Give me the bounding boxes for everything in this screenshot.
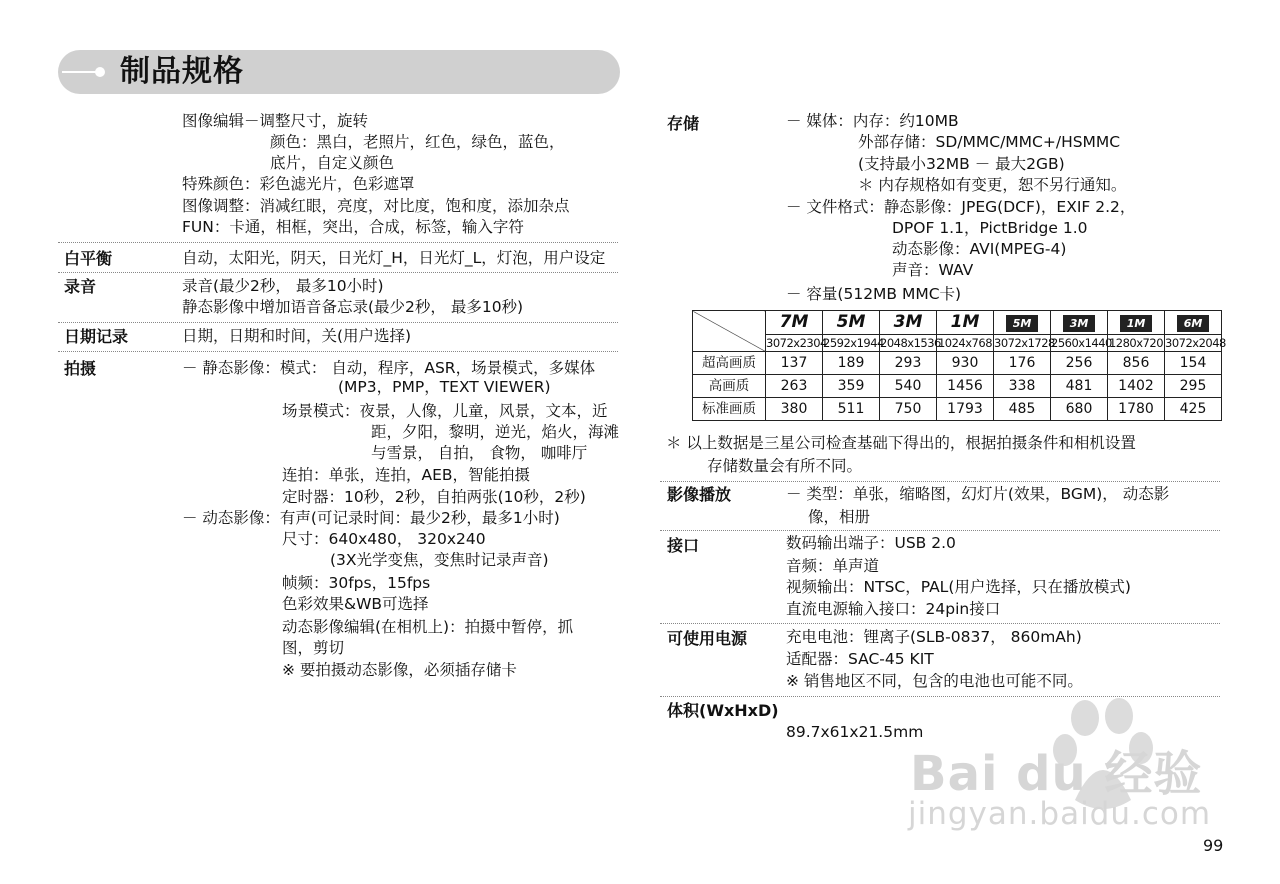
interface-line: 直流电源输入接口：24pin接口 xyxy=(786,600,1001,618)
value-cell: 293 xyxy=(880,352,937,375)
capacity-table xyxy=(692,310,1226,421)
shoot-line: 与雪景， 自拍， 食物， 咖啡厅 xyxy=(371,444,588,462)
label-interface: 接口 xyxy=(667,536,700,555)
value-cell: 359 xyxy=(823,375,880,398)
mp-header xyxy=(1165,311,1222,335)
mp-header xyxy=(994,311,1051,335)
page-number: 99 xyxy=(1203,836,1224,855)
value-cell: 154 xyxy=(1165,352,1222,375)
storage-line: DPOF 1.1，PictBridge 1.0 xyxy=(892,219,1088,237)
divider xyxy=(660,623,1220,624)
table-corner-cell xyxy=(693,311,766,352)
shoot-line: ※ 要拍摄动态影像，必须插存储卡 xyxy=(282,661,517,679)
shoot-line: 图，剪切 xyxy=(282,639,345,657)
resolution-cell: 1280x720 xyxy=(1108,336,1164,350)
resolution-cell: 3072x1728 xyxy=(994,336,1055,350)
value-cell: 137 xyxy=(766,352,823,375)
megapixel-wide-icon: 5M xyxy=(1006,315,1039,332)
value-cell: 425 xyxy=(1165,398,1222,421)
mp-header xyxy=(880,311,937,335)
shoot-line: － 静态影像：模式： 自动，程序，ASR，场景模式，多媒体 xyxy=(182,359,596,377)
shoot-line: 距，夕阳，黎明，逆光，焰火，海滩 xyxy=(371,423,620,441)
storage-line: － 文件格式：静态影像：JPEG(DCF)，EXIF 2.2， xyxy=(786,198,1136,216)
divider xyxy=(58,242,618,243)
shoot-line: 连拍：单张，连拍，AEB，智能拍摄 xyxy=(282,466,531,484)
storage-line: 外部存储：SD/MMC/MMC+/HSMMC xyxy=(858,133,1121,151)
value-cell: 930 xyxy=(937,352,994,375)
value-cell: 189 xyxy=(823,352,880,375)
mp-header xyxy=(823,311,880,335)
value-cell: 256 xyxy=(1051,352,1108,375)
date-value: 日期，日期和时间，关(用户选择) xyxy=(182,327,412,345)
interface-line: 视频输出：NTSC，PAL(用户选择，只在播放模式) xyxy=(786,578,1131,596)
watermark-brand: Bai du 经验 xyxy=(910,746,1203,802)
label-playback: 影像播放 xyxy=(667,485,732,504)
table-row xyxy=(693,375,1222,398)
size-value: 89.7x61x21.5mm xyxy=(786,723,924,741)
value-cell: 338 xyxy=(994,375,1051,398)
table-note: 存储数量会有所不同。 xyxy=(707,457,863,475)
shoot-line: 动态影像编辑(在相机上)：拍摄中暂停，抓 xyxy=(282,618,574,636)
shoot-line: (MP3，PMP，TEXT VIEWER) xyxy=(338,378,551,396)
page-title: 制品规格 xyxy=(120,54,244,89)
value-cell: 511 xyxy=(823,398,880,421)
shoot-line: 帧频：30fps，15fps xyxy=(282,574,431,592)
label-white-balance: 白平衡 xyxy=(64,249,113,268)
resolution-cell: 2592x1944 xyxy=(823,336,884,350)
quality-cell: 超高画质 xyxy=(693,352,766,375)
shoot-line: (3X光学变焦，变焦时记录声音) xyxy=(330,551,549,569)
divider xyxy=(58,351,618,352)
megapixel-icon: 1M xyxy=(950,311,980,332)
header-line-decoration xyxy=(62,71,98,73)
shoot-line: 场景模式：夜景，人像，儿童，风景，文本，近 xyxy=(282,402,608,420)
value-cell: 1402 xyxy=(1108,375,1165,398)
label-size: 体积(WxHxD) xyxy=(667,701,779,720)
value-cell: 1780 xyxy=(1108,398,1165,421)
megapixel-icon: 5M xyxy=(836,311,866,332)
quality-cell: 标准画质 xyxy=(693,398,766,421)
resolution-cell: 2560x1440 xyxy=(1051,336,1112,350)
table-row xyxy=(693,352,1222,375)
storage-line: － 容量(512MB MMC卡) xyxy=(786,285,962,303)
value-cell: 485 xyxy=(994,398,1051,421)
table-row xyxy=(693,398,1222,421)
power-line: ※ 销售地区不同，包含的电池也可能不同。 xyxy=(786,672,1083,690)
megapixel-wide-icon: 3M xyxy=(1063,315,1096,332)
edit-line: 图像编辑－调整尺寸，旋转 xyxy=(182,112,369,130)
shoot-line: － 动态影像：有声(可记录时间：最少2秒，最多1小时) xyxy=(182,509,560,527)
value-cell: 481 xyxy=(1051,375,1108,398)
edit-line: FUN：卡通，相框，突出，合成，标签，输入字符 xyxy=(182,218,524,236)
label-shooting: 拍摄 xyxy=(64,359,97,378)
mp-header xyxy=(1108,311,1165,335)
label-audio: 录音 xyxy=(64,277,97,296)
label-power: 可使用电源 xyxy=(667,629,748,648)
header-dot-icon xyxy=(95,67,105,77)
divider xyxy=(58,322,618,323)
divider xyxy=(58,272,618,273)
value-cell: 1793 xyxy=(937,398,994,421)
table-note: ＊ 以上数据是三星公司检查基础下得出的，根据拍摄条件和相机设置 xyxy=(666,434,1136,452)
shoot-line: 尺寸：640x480， 320x240 xyxy=(282,530,486,548)
audio-line: 录音(最少2秒， 最多10小时) xyxy=(182,277,384,295)
shoot-line: 色彩效果&WB可选择 xyxy=(282,595,429,613)
power-line: 适配器：SAC-45 KIT xyxy=(786,650,934,668)
label-storage: 存储 xyxy=(667,114,700,133)
megapixel-icon: 7M xyxy=(779,311,809,332)
resolution-cell: 2048x1536 xyxy=(880,336,941,350)
resolution-cell: 1024x768 xyxy=(937,336,993,350)
edit-line: 图像调整：消减红眼，亮度，对比度，饱和度，添加杂点 xyxy=(182,197,570,215)
edit-line: 底片，自定义颜色 xyxy=(270,154,395,172)
value-cell: 540 xyxy=(880,375,937,398)
interface-line: 音频：单声道 xyxy=(786,557,880,575)
quality-cell: 高画质 xyxy=(693,375,766,398)
resolution-cell: 3072x2304 xyxy=(766,336,827,350)
storage-line: ＊ 内存规格如有变更，恕不另行通知。 xyxy=(858,176,1127,194)
wb-value: 自动，太阳光，阴天，日光灯_H，日光灯_L，灯泡，用户设定 xyxy=(182,249,606,267)
megapixel-icon: 3M xyxy=(893,311,923,332)
power-line: 充电电池：锂离子(SLB-0837， 860mAh) xyxy=(786,628,1082,646)
value-cell: 856 xyxy=(1108,352,1165,375)
mp-header xyxy=(937,311,994,335)
interface-line: 数码输出端子：USB 2.0 xyxy=(786,534,956,552)
storage-line: 动态影像：AVI(MPEG-4) xyxy=(892,240,1067,258)
playback-line: － 类型：单张，缩略图，幻灯片(效果，BGM)， 动态影 xyxy=(786,485,1170,503)
shoot-line: 定时器：10秒，2秒，自拍两张(10秒，2秒) xyxy=(282,488,586,506)
value-cell: 295 xyxy=(1165,375,1222,398)
playback-line: 像，相册 xyxy=(808,508,871,526)
resolution-cell: 3072x2048 xyxy=(1165,336,1226,350)
divider xyxy=(660,530,1220,531)
mp-header xyxy=(766,311,823,335)
storage-line: (支持最小32MB － 最大2GB) xyxy=(858,155,1065,173)
megapixel-wide-icon: 1M xyxy=(1120,315,1153,332)
value-cell: 380 xyxy=(766,398,823,421)
label-date: 日期记录 xyxy=(64,327,129,346)
value-cell: 750 xyxy=(880,398,937,421)
mp-header xyxy=(1051,311,1108,335)
storage-line: － 媒体：内存：约10MB xyxy=(786,112,959,130)
audio-line: 静态影像中增加语音备忘录(最少2秒， 最多10秒) xyxy=(182,298,524,316)
value-cell: 263 xyxy=(766,375,823,398)
megapixel-wide-icon: 6M xyxy=(1177,315,1210,332)
storage-line: 声音：WAV xyxy=(892,261,974,279)
value-cell: 176 xyxy=(994,352,1051,375)
watermark-url: jingyan.baidu.com xyxy=(908,796,1212,832)
divider xyxy=(660,481,1220,482)
edit-line: 颜色：黑白，老照片，红色，绿色，蓝色， xyxy=(270,133,565,151)
value-cell: 1456 xyxy=(937,375,994,398)
edit-line: 特殊颜色：彩色滤光片，色彩遮罩 xyxy=(182,175,415,193)
value-cell: 680 xyxy=(1051,398,1108,421)
